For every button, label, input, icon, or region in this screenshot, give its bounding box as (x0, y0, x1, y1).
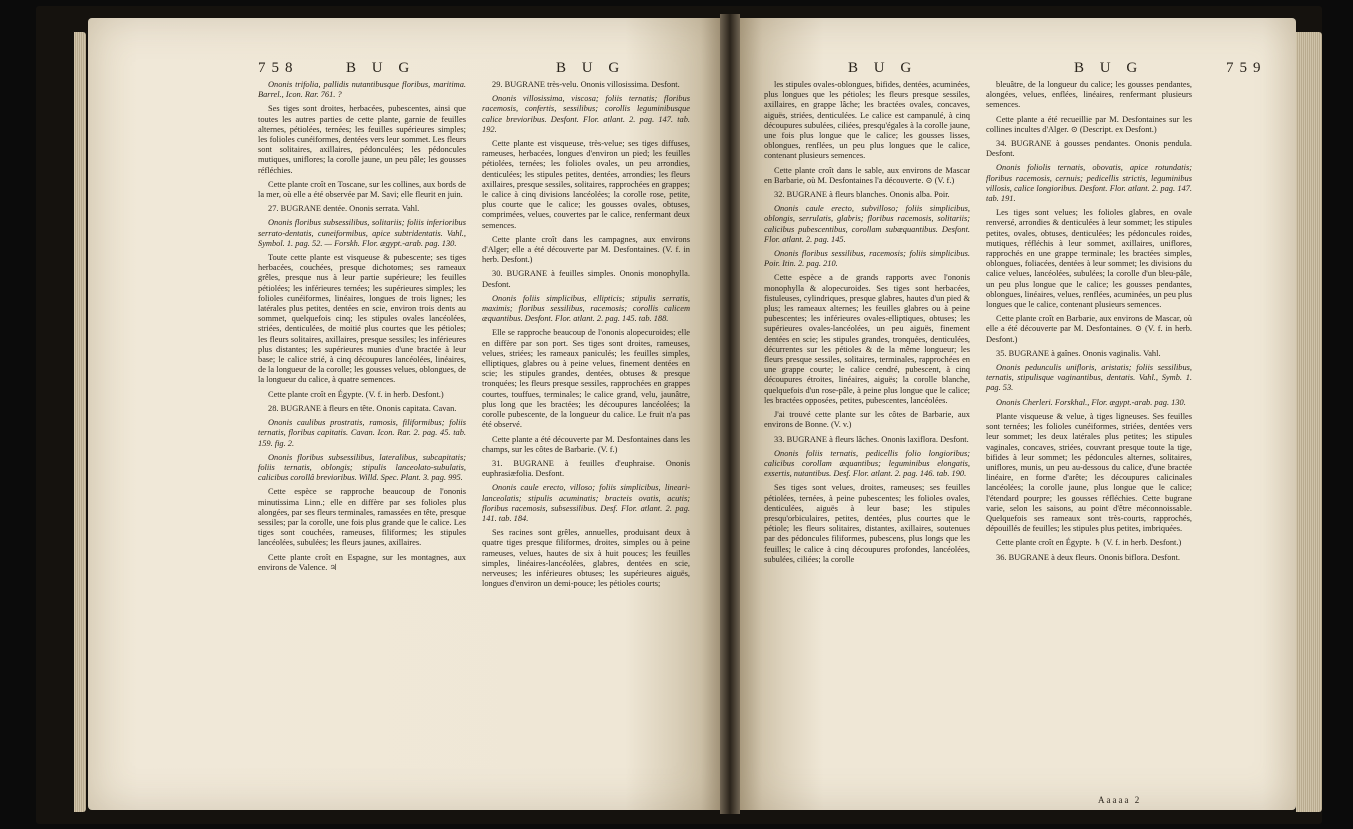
paragraph: Cette plante croît dans le sable, aux environs de Mascar en Barbarie, où M. Desfontaines l'a découverte. ⊙ (V. f.) (764, 165, 970, 185)
paragraph: Ononis floribus subsessilibus, lateralibus, subcapitatis; foliis ternatis, oblongis; stipulis lanceolato-subulatis, calicibus corollâ brevioribus. Willd. Spec. Plant. 3. pag. 995. (258, 452, 466, 483)
page-number-left: 758 (258, 60, 299, 76)
running-head-right: B U G (1074, 60, 1144, 76)
paragraph: Cette espèce se rapproche beaucoup de l'ononis minutissima Linn.; elle en diffère par ses folioles plus alongées, par ses fleurs terminales, ramassées en tête, presque sessiles; par la corolle, une fois plus grande que le calice. Les tiges sont couchées, rameuses, filiformes; les stipules lancéolées, subulées; les fleurs jaunes, axillaires. (258, 487, 466, 548)
right-page (740, 18, 1296, 810)
paragraph: Cette plante croît en Barbarie, aux environs de Mascar, où elle a été découverte par M. Desfontaines. ⊙ (V. f. in herb. Desfont.) (986, 314, 1192, 344)
running-head-left-col2: B U G (556, 60, 626, 76)
paragraph: 32. BUGRANE à fleurs blanches. Ononis alba. Poir. (774, 190, 950, 200)
paragraph: Elle se rapproche beaucoup de l'ononis alopecuroides; elle en diffère par son port. Ses tiges sont droites, rameuses, velues, striées; les rameaux paniculés; les feuilles simples, elliptiques, glabres ou à peine velues, finement dentées en scie; les stipules grandes, dentées, obtuses & presque tronquées; les fleurs presque sessiles, rapprochées en grappes courtes, touffues, terminales; le calice grand, velu, jaunâtre, plus long que les bractées; les découpures lancéolées; la corolle pubescente, de la longueur du calice. Le fruit n'a pas été observé. (482, 328, 690, 430)
signature-mark: Aaaaa 2 (1098, 795, 1142, 805)
right-column-1 (764, 80, 970, 569)
paragraph: Cette plante croît dans les campagnes, aux environs d'Alger; elle a été découverte par M. Desfontaines. (V. f. in herb. Desfont.) (482, 234, 690, 265)
page-number-right: 759 (1226, 60, 1267, 76)
paragraph: 35. BUGRANE à gaînes. Ononis vaginalis. Vahl. (996, 348, 1161, 358)
paragraph: Ononis floribus subsessilibus, solitariis; foliis inferioribus serrato-dentatis, cuneiformibus, apice subtridentatis. Vahl., Symbol. 1. pag. 52. — Forskh. Flor. ægypt.-arab. pag. 130. (258, 218, 466, 248)
paragraph: Ononis trifolia, pallidis nutantibusque floribus, maritima. Barrel., Icon. Rar. 761. ? (258, 80, 466, 100)
paragraph: Ses tiges sont droites, herbacées, pubescentes, ainsi que toutes les autres parties de cette plante, garnie de feuilles alternes, pétiolées, ternées; les feuilles supérieures simples; les folioles cunéiformes, dentées vers leur sommet. Les fleurs sont solitaires, axillaires, pédonculées; les pédoncules mutiques, uniflores; la corolle jaune, un peu pâle; les gousses réfléchies. (258, 104, 466, 175)
paragraph: Ses racines sont grêles, annuelles, produisant deux à quatre tiges presque filiformes, droites, simples ou à peine rameuses, velues, hautes de six à huit pouces; les feuilles simples, linéaires-lancéolées, glabres, dentées en scie, nerveuses; les inférieures obtuses; les supérieures aiguës, longues d'environ un demi-pouce; les pétioles courts; (482, 528, 690, 589)
running-head-left: B U G (346, 60, 416, 76)
paragraph: Ononis pedunculis unifloris, aristatis; foliis sessilibus, ternatis, stipulisque vaginantibus, dentatis. Vahl., Symb. 1. pag. 53. (986, 363, 1192, 393)
paragraph: Cette plante croît en Égypte. (V. f. in herb. Desfont.) (268, 389, 444, 399)
paragraph: J'ai trouvé cette plante sur les côtes de Barbarie, aux environs de Bonne. (V. v.) (764, 410, 970, 430)
paragraph: Ses tiges sont velues, droites, rameuses; ses feuilles pétiolées, ternées, à peine pubescentes; les folioles ovales, denticulées, aiguës à leur base; les stipules presqu'orbiculaires, petites, dentées, plus courtes que le pétiole; les fleurs solitaires, distantes, axillaires, soutenues par des pédoncules filiformes, pubescens, plus longs que les feuilles; le calice à cinq découpures profondes, lancéolées, subulées, ciliées; la corolle (764, 483, 970, 564)
paragraph: Ononis Cherleri. Forskhal., Flor. ægypt.-arab. pag. 130. (996, 397, 1186, 407)
left-column-2 (482, 80, 690, 593)
book-spread (36, 6, 1322, 824)
paragraph: bleuâtre, de la longueur du calice; les gousses pendantes, alongées, velues, enflées, linéaires, renfermant plusieurs semences. (986, 80, 1192, 110)
paragraph: 36. BUGRANE à deux fleurs. Ononis biflora. Desfont. (996, 552, 1180, 562)
paragraph: Ononis villosissima, viscosa; foliis ternatis; floribus racemosis, confertis, sessilibus; corollis leguminibusque calice brevioribus. Desfont. Flor. atlant. 2. pag. 147. tab. 192. (482, 94, 690, 134)
page-edge-right (1296, 32, 1322, 812)
paragraph: Ononis caule erecto, subvilloso; foliis simplicibus, oblongis, serrulatis, glabris; floribus racemosis, solitariis; calicibus pubescentibus, corollam subæquantibus. Desfont. Flor. atlant. 2. pag. 145. (764, 204, 970, 244)
paragraph: 31. BUGRANE à feuilles d'euphraise. Ononis euphrasiæfolia. Desfont. (482, 458, 690, 479)
paragraph: Cette plante croît en Espagne, sur les montagnes, aux environs de Valence. ♃ (258, 552, 466, 572)
paragraph: 29. BUGRANE très-velu. Ononis villosissima. Desfont. (492, 80, 680, 89)
book-gutter (720, 14, 740, 814)
paragraph: Cette plante a été découverte par M. Desfontaines dans les champs, sur les côtes de Barbarie. (V. f.) (482, 434, 690, 454)
running-head-right-col1: B U G (848, 60, 918, 76)
paragraph: Cette plante croît en Égypte. ♄ (V. f. in herb. Desfont.) (996, 538, 1182, 548)
paragraph: Cette espèce a de grands rapports avec l'ononis monophylla & alopecuroides. Ses tiges sont herbacées, fistuleuses, cylindriques, presque glabres, hautes d'un pied & plus; les rameaux alternes; les feuilles glabres ou à peine pubescentes; les inférieures ovales-elliptiques, obtuses; les supérieures ovales-lancéolées, un peu aiguës, finement dentées en scie; les stipules grandes, tronquées, denticulées, décurrentes sur les pétioles & de la même longueur; les fleurs presque sessiles, solitaires, terminales, rapprochées en une grappe courte; le calice cendré, pubescent, à cinq découpures étroites, linéaires, aiguës; la corolle blanche, quelquefois d'un rose-pâle, à peine plus longue que le calice; les bractées opposées, petites, pubescentes, lancéolées. (764, 273, 970, 405)
paragraph: 34. BUGRANE à gousses pendantes. Ononis pendula. Desfont. (986, 139, 1192, 159)
paragraph: Ononis foliis ternatis, pedicellis folio longioribus; calicibus corollam æquantibus; leguminibus elongatis, exsertis, nutantibus. Desf. Flor. atlant. 2. pag. 146. tab. 190. (764, 448, 970, 479)
paragraph: 28. BUGRANE à fleurs en tête. Ononis capitata. Cavan. (268, 403, 457, 413)
paragraph: Cette plante est visqueuse, très-velue; ses tiges diffuses, rameuses, herbacées, longues d'environ un pied; les feuilles pétiolées, ternées; les folioles ovales, un peu arrondies, denticulées; les stipules petites, dentées, arrondies; les fleurs axillaires, presque sessiles, solitaires, rapprochées en grappes; le calice à cinq divisions lancéolées; la corolle rose, petite, plus courte que le calice; les gousses ovales, obtuses, comprimées, velues, couvertes par le calice, renfermant deux semences. (482, 139, 690, 230)
paragraph: Plante visqueuse & velue, à tiges ligneuses. Ses feuilles sont ternées; les folioles cunéiformes, striées, dentées vers leur sommet; les deux latérales plus petites; les stipules vaginales, concaves, striées, couvrant presque toute la tige, bifides à leur sommet; les pédoncules alternes, solitaires, uniflores, munis, un peu au-dessous du calice, d'une bractée linéaire, en forme d'arête; les découpures calicinales lancéolées; la corolle jaune, plus longue que le calice; l'étendard pourpre; les gousses réfléchies. Cette bugrane varie, selon les saisons, au point d'être méconnoissable. Quelquefois ses rameaux sont très-courts, rapprochés, dépouillés de feuilles; les stipules plus petites, imbriquées. (986, 411, 1192, 534)
paragraph: Ononis floribus sessilibus, racemosis; foliis simplicibus. Poir. Itin. 2. pag. 210. (764, 249, 970, 269)
page-edge-left (74, 32, 86, 812)
paragraph: Les tiges sont velues; les folioles glabres, en ovale renversé, arrondies & denticulées à leur sommet; les stipules petites, ovales, obtuses, denticulées; les pédoncules roides, mutiques, réfléchis à leur sommet, axillaires, uniflores, rapprochés en une grappe terminale; les bractées simples, oblongues, foliacées, dentées à leur sommet; les divisions du calice velues, lancéolées, subulées; la corolle d'un bleu-pâle, un peu plus longue que le calice; les gousses pendantes, oblongues, linéaires, velues, renflées, acuminées, un peu plus longues que le calice, contenant plusieurs semences. (986, 208, 1192, 310)
left-page (88, 18, 720, 810)
paragraph: Ononis caule erecto, villoso; foliis simplicibus, lineari-lanceolatis; stipulis acuminatis; bracteis ovatis, acutis; floribus racemosis, subsessilibus. Desf. Flor. atlant. 2. pag. 141. tab. 184. (482, 483, 690, 523)
paragraph: 33. BUGRANE à fleurs lâches. Ononis laxiflora. Desfont. (774, 434, 969, 444)
paragraph: 30. BUGRANE à feuilles simples. Ononis monophylla. Desfont. (482, 269, 690, 289)
paragraph: Toute cette plante est visqueuse & pubescente; ses tiges herbacées, couchées, presque dichotomes; ses rameaux grêles, presque nus à leur partie supérieure; les feuilles pétiolées; les inférieures ternées; les supérieures simples; les folioles cunéiformes, linéaires, longues de trois lignes; les latérales plus petites, dentées en scie, environ trois dents au sommet, quelquefois cinq; les stipules ovales lancéolées, striées, denticulées, de moitié plus courtes que les pétioles; les fleurs solitaires, axillaires, presque sessiles; les inférieures plus distantes; les supérieures munies d'une bractée à leur base; le calice strié, à cinq découpures lancéolées, linéaires, de la longueur de la corolle; les gousses velues, oblongues, de la longueur du calice, à quatre semences. (258, 253, 466, 385)
paragraph: Ononis caulibus prostratis, ramosis, filiformibus; foliis ternatis, floribus capitatis. Cavan. Icon. Rar. 2. pag. 45. tab. 159. fig. 2. (258, 418, 466, 448)
left-column-1 (258, 80, 466, 577)
paragraph: les stipules ovales-oblongues, bifides, dentées, acuminées, plus longues que les pétioles; les fleurs presque sessiles, axillaires, en grappe lâche; les bractées ovales, concaves, aiguës, striées, denticulées. Le calice est campanulé, à cinq découpures subulées, ciliées, presqu'égales à la corolle jaune, une fois plus longue que le calice; les gousses lisses, oblongues, renflées, un peu plus longues que le calice, contenant plusieurs semences. (764, 80, 970, 161)
right-column-2 (986, 80, 1192, 567)
paragraph: Cette plante croît en Toscane, sur les collines, aux bords de la mer, où elle a été observée par M. Savi; elle fleurit en juin. (258, 179, 466, 200)
paragraph: 27. BUGRANE dentée. Ononis serrata. Vahl. (268, 204, 420, 214)
paragraph: Ononis foliolis ternatis, obovatis, apice rotundatis; floribus racemosis, cernuis; pedicellis strictis, leguminibus villosis, calice longioribus. Desfont. Flor. atlant. 2. pag. 147. tab. 191. (986, 163, 1192, 204)
paragraph: Ononis foliis simplicibus, ellipticis; stipulis serratis, maximis; floribus sessilibus, racemosis; corollis calicem æquantibus. Desfont. Flor. atlant. 2. pag. 145. tab. 188. (482, 293, 690, 324)
paragraph: Cette plante a été recueillie par M. Desfontaines sur les collines incultes d'Alger. ⊙ (Descript. ex Desfont.) (986, 114, 1192, 134)
